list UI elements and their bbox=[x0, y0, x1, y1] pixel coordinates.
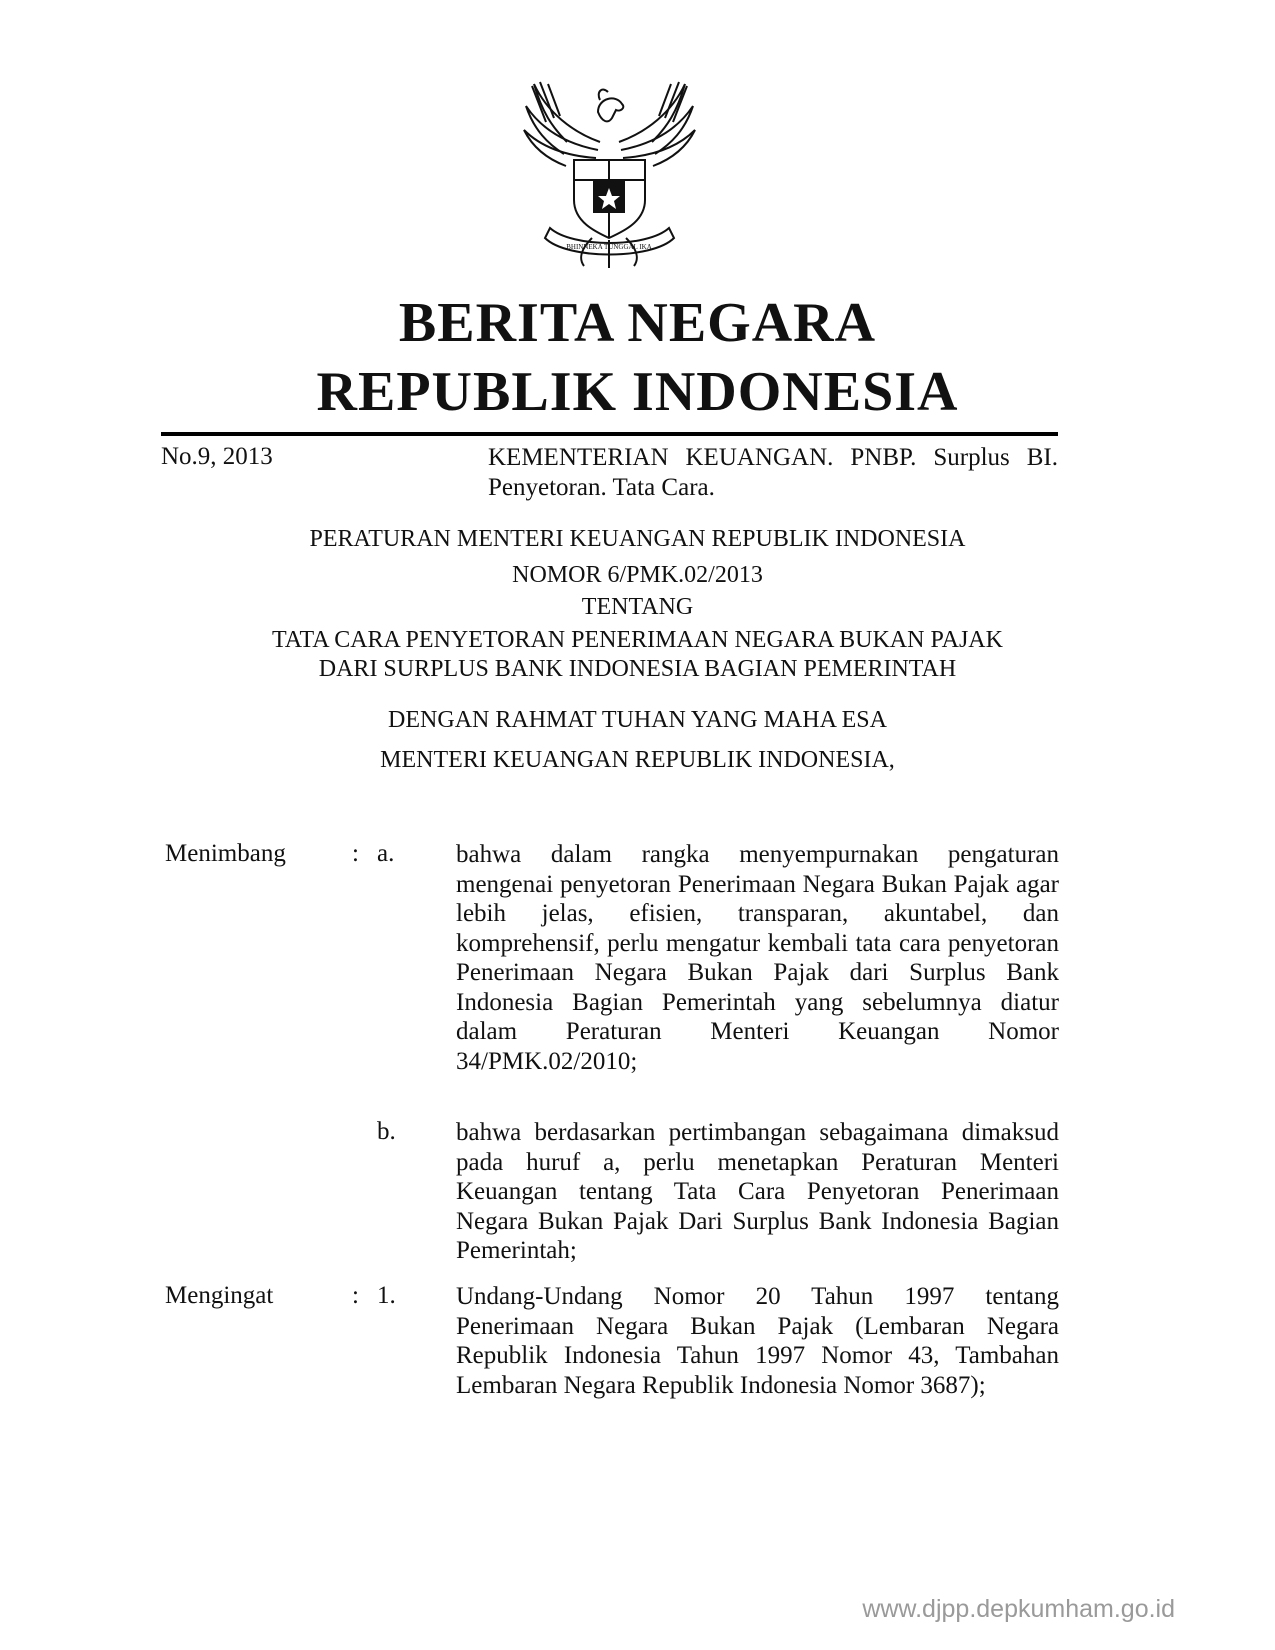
masthead-subtitle: REPUBLIK INDONESIA bbox=[316, 361, 959, 423]
issue-subject: KEMENTERIAN KEUANGAN. PNBP. Surplus BI. Penyetoran. Tata Cara. bbox=[488, 444, 1058, 501]
considering-item-b-text: bahwa berdasarkan pertimbangan sebagaimana dimaksud pada huruf a, perlu menetapkan Peraturan Menteri Keuangan tentang Tata Cara Penyetoran Penerimaan Negara Bukan Pajak Dari Surplus Bank Indonesia Bagian Pemerintah; bbox=[456, 1119, 1059, 1264]
considering-item-a-text: bahwa dalam rangka menyempurnakan pengaturan mengenai penyetoran Penerimaan Negara Bukan Pajak agar lebih jelas, efisien, transparan, akuntabel, dan komprehensif, perlu mengatur kembali tata cara penyetoran Penerimaan Negara Bukan Pajak dari Surplus Bank Indonesia Bagian Pemerintah yang sebelumnya diatur dalam Peraturan Menteri Keuangan Nomor 34/PMK.02/2010; bbox=[456, 841, 1059, 1075]
masthead-title: BERITA NEGARA bbox=[398, 292, 877, 354]
issue-number: No.9, 2013 bbox=[161, 443, 273, 470]
recalling-item-1-marker: 1. bbox=[377, 1282, 396, 1309]
recalling-item-1-text: Undang-Undang Nomor 20 Tahun 1997 tentang Penerimaan Negara Bukan Pajak (Lembaran Negara Republik Indonesia Tahun 1997 Nomor 43, Tambahan Lembaran Negara Republik Indonesia Nomor 3687); bbox=[456, 1283, 1059, 1399]
regulation-about: TENTANG bbox=[581, 594, 694, 620]
masthead-rule bbox=[161, 432, 1058, 436]
svg-text:BHINNEKA TUNGGAL IKA: BHINNEKA TUNGGAL IKA bbox=[566, 243, 652, 251]
regulation-title-line1: TATA CARA PENYETORAN PENERIMAAN NEGARA BUKAN PAJAK bbox=[272, 627, 1003, 653]
recalling-label: Mengingat bbox=[165, 1282, 274, 1309]
considering-colon: : bbox=[352, 840, 359, 867]
invocation: DENGAN RAHMAT TUHAN YANG MAHA ESA bbox=[388, 707, 887, 733]
website-watermark: www.djpp.depkumham.go.id bbox=[862, 1595, 1175, 1623]
considering-label: Menimbang bbox=[165, 840, 286, 867]
recalling-colon: : bbox=[352, 1282, 359, 1309]
considering-item-a-marker: a. bbox=[377, 840, 395, 867]
garuda-emblem bbox=[512, 72, 707, 272]
considering-item-b-marker: b. bbox=[377, 1118, 396, 1145]
regulation-heading: PERATURAN MENTERI KEUANGAN REPUBLIK INDONESIA bbox=[309, 526, 966, 552]
issuer: MENTERI KEUANGAN REPUBLIK INDONESIA, bbox=[380, 747, 895, 773]
regulation-title-line2: DARI SURPLUS BANK INDONESIA BAGIAN PEMERINTAH bbox=[318, 656, 957, 682]
regulation-number: NOMOR 6/PMK.02/2013 bbox=[512, 562, 763, 588]
